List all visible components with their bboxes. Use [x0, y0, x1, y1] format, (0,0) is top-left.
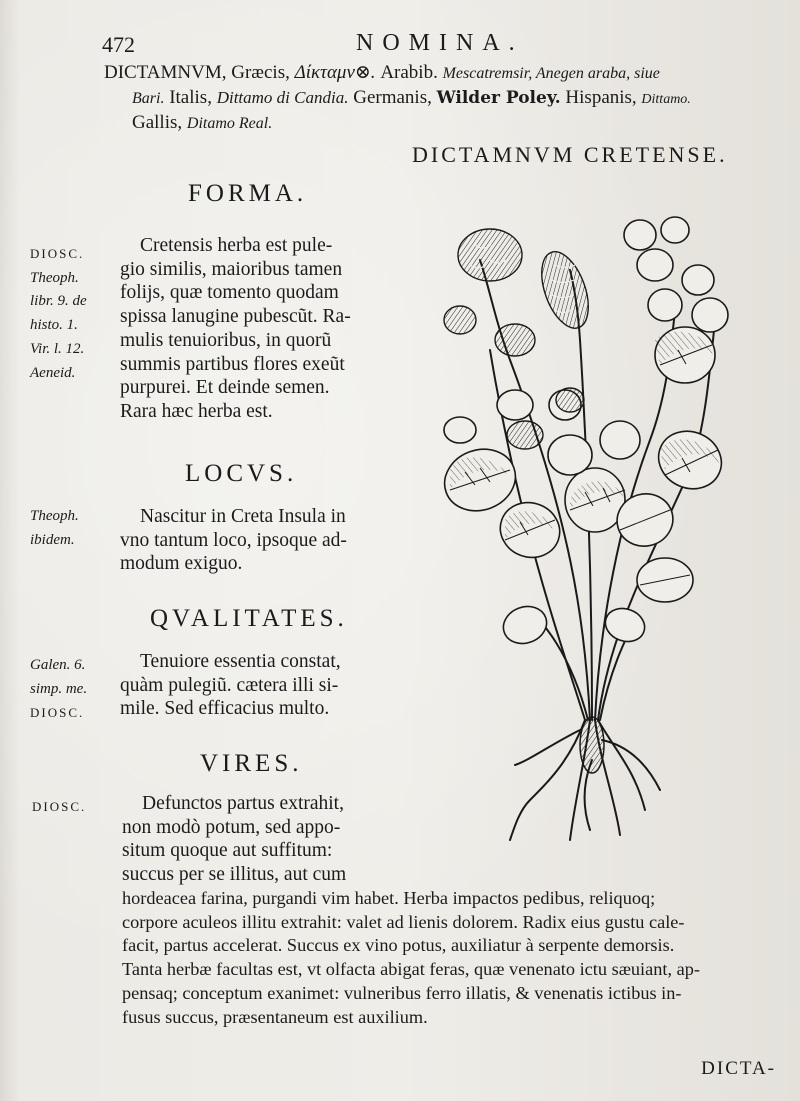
margin-note: Galen. 6.: [30, 657, 86, 673]
section-heading-locus: LOCVS.: [185, 460, 298, 487]
nomina-line-3: [132, 110, 272, 136]
forma-margin: [30, 242, 87, 385]
text-line: mile. Sed efficacius multo.: [120, 698, 330, 720]
text-line: Cretensis herba est pule-: [140, 235, 333, 256]
section-heading-forma: FORMA.: [188, 180, 308, 207]
nomina-text: Italis,: [164, 87, 217, 108]
qualitates-text: [120, 650, 341, 721]
text-line: corpore aculeos illitu extrahit: valet ad lienis dolorem. Radix eius gustu cale-: [122, 911, 685, 932]
plant-title: DICTAMNVM CRETENSE.: [412, 142, 728, 167]
text-line: modum exiguo.: [120, 553, 243, 575]
nomina-german: Wilder Poley.: [436, 88, 561, 108]
page-number: 472: [102, 32, 135, 57]
locus-text: [120, 505, 347, 576]
margin-note: histo. 1.: [30, 317, 78, 334]
text-line: Rara hæc herba est.: [120, 400, 273, 422]
nomina-spanish: Dittamo.: [641, 92, 691, 107]
text-line: mulis tenuioribus, in quorũ: [120, 329, 332, 351]
vires-text-narrow: [122, 792, 346, 887]
text-line: gio similis, maioribus tamen: [120, 258, 343, 280]
text-line: quàm pulegiũ. cætera illi si-: [120, 674, 339, 696]
text-line: folijs, quæ tomento quodam: [120, 282, 339, 304]
text-line: succus per se illitus, aut cum: [122, 864, 347, 886]
vires-margin: [32, 795, 86, 820]
text-line: summis partibus flores exeũt: [120, 353, 345, 375]
margin-note: libr. 9. de: [30, 293, 87, 310]
dittany-woodcut-illustration: [420, 200, 750, 860]
locus-margin: [30, 505, 79, 552]
nomina-line-1: [104, 60, 660, 86]
text-line: pensaq; conceptum exanimet: vulneribus ferro illatis, & venenatis ictibus in-: [122, 982, 682, 1003]
text-line: purpurei. Et deinde semen.: [120, 377, 330, 399]
section-heading-vires: VIRES.: [200, 750, 303, 777]
nomina-arabic: Mescatremsir, Anegen araba, siue: [442, 65, 660, 82]
nomina-text: Germanis,: [348, 87, 437, 108]
text-line: situm quoque aut suffitum:: [122, 840, 333, 862]
margin-note: Theoph.: [30, 508, 79, 524]
catchword: DICTA-: [701, 1058, 776, 1079]
nomina-italian: Dittamo di Candia.: [216, 88, 349, 107]
nomina-french: Ditamo Real.: [186, 115, 273, 132]
text-line: Nascitur in Creta Insula in: [140, 506, 346, 527]
text-line: facit, partus accelerat. Succus ex vino potus, auxiliatur à serpente demorsis.: [122, 935, 675, 956]
text-line: vno tantum loco, ipsoque ad-: [120, 529, 347, 551]
text-line: non modò potum, sed appo-: [122, 816, 341, 838]
text-line: fusus succus, præsentaneum est auxilium.: [122, 1006, 428, 1027]
text-line: spissa lanugine pubescũt. Ra-: [120, 306, 351, 328]
running-head: NOMINA.: [356, 30, 524, 56]
nomina-line-2: [132, 85, 691, 112]
margin-note: ibidem.: [30, 531, 75, 548]
nomina-text: Arabib.: [375, 62, 443, 83]
margin-note: DIOSC.: [32, 799, 87, 814]
margin-note: simp. me.: [30, 680, 88, 697]
text-line: Defunctos partus extrahit,: [142, 793, 344, 814]
margin-note: DIOSC.: [30, 705, 85, 721]
section-heading-qualitates: QVALITATES.: [150, 605, 348, 632]
margin-note: Aeneid.: [30, 364, 76, 381]
nomina-text: Gallis,: [132, 112, 187, 133]
text-line: hordeacea farina, purgandi vim habet. Herba impactos pedibus, reliquoq;: [122, 888, 656, 908]
text-line: Tenuiore essentia constat,: [140, 651, 341, 672]
forma-text: [120, 234, 351, 424]
nomina-greek: Δίκταμν⊗.: [294, 62, 376, 83]
nomina-text: Hispanis,: [560, 87, 642, 108]
nomina-arabic: Bari.: [132, 90, 165, 107]
margin-note: DIOSC.: [30, 246, 85, 261]
text-line: Tanta herbæ facultas est, vt olfacta abigat feras, quæ venenato ictu sæuiant, ap-: [122, 959, 700, 980]
nomina-text: DICTAMNVM, Græcis,: [104, 62, 295, 83]
margin-note: Vir. l. 12.: [30, 340, 85, 357]
vires-text-wide: [122, 887, 700, 1029]
margin-note: Theoph.: [30, 269, 79, 286]
qualitates-margin: [30, 654, 87, 726]
